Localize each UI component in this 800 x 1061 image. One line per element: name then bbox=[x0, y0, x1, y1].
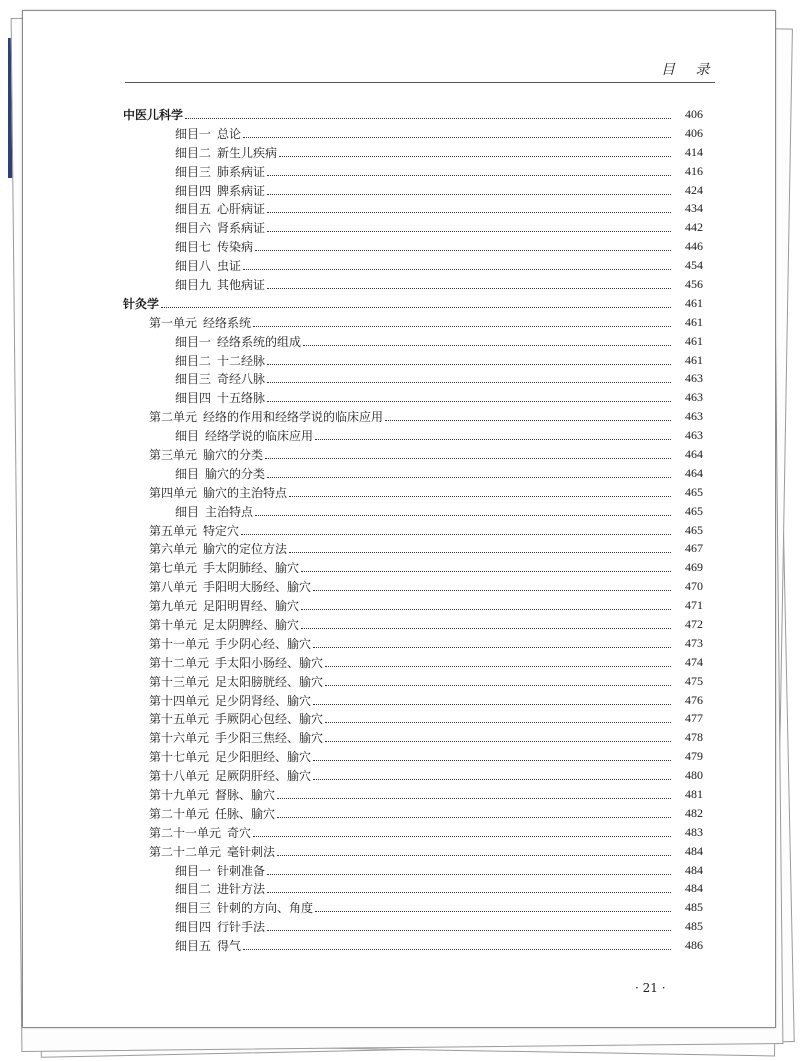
toc-entry[interactable] bbox=[123, 615, 703, 634]
toc-entry-title: 其他病证 bbox=[217, 277, 266, 292]
toc-entry-title: 腧穴的主治特点 bbox=[203, 485, 288, 500]
toc-entry-number: 细目六 bbox=[175, 221, 212, 236]
toc-entry-number: 第六单元 bbox=[149, 542, 198, 557]
toc-page-number: 479 bbox=[685, 749, 703, 764]
toc-entry-label bbox=[175, 219, 265, 236]
toc-entry[interactable] bbox=[123, 672, 703, 691]
leader-dots bbox=[267, 477, 671, 478]
toc-entry-title: 足厥阴肝经、腧穴 bbox=[215, 769, 312, 784]
running-header: 目 录 bbox=[661, 62, 718, 78]
leader-dots bbox=[313, 760, 671, 761]
toc-entry-number: 第十七单元 bbox=[149, 750, 210, 765]
toc-entry[interactable] bbox=[123, 936, 703, 955]
toc-entry-title: 得气 bbox=[217, 939, 242, 954]
toc-entry[interactable] bbox=[123, 351, 703, 370]
toc-entry-title: 肺系病证 bbox=[217, 164, 266, 179]
toc-entry[interactable] bbox=[123, 426, 703, 445]
toc-entry-number: 细目 bbox=[175, 429, 200, 444]
toc-entry-label bbox=[175, 257, 241, 274]
toc-entry-label bbox=[175, 125, 241, 142]
toc-entry-label bbox=[149, 786, 275, 803]
toc-page-number: 484 bbox=[685, 843, 703, 858]
toc-page-number: 414 bbox=[685, 144, 703, 159]
toc-entry-number: 细目五 bbox=[175, 939, 212, 954]
toc-page-number: 469 bbox=[685, 560, 703, 575]
toc-entry-title: 中医儿科学 bbox=[123, 107, 184, 122]
toc-page-number: 465 bbox=[685, 522, 703, 537]
leader-dots bbox=[277, 817, 671, 818]
toc-entry-number: 第十六单元 bbox=[149, 731, 210, 746]
toc-entry-title: 肾系病证 bbox=[217, 221, 266, 236]
leader-dots bbox=[279, 156, 671, 157]
toc-page-number: 461 bbox=[685, 352, 703, 367]
toc-page-number: 463 bbox=[685, 390, 703, 405]
toc-entry-number: 第三单元 bbox=[149, 447, 198, 462]
toc-entry[interactable] bbox=[123, 823, 703, 842]
toc-entry[interactable] bbox=[123, 710, 703, 729]
leader-dots bbox=[161, 307, 671, 308]
toc-entry-title: 奇经八脉 bbox=[217, 372, 266, 387]
toc-entry[interactable] bbox=[123, 691, 703, 710]
header-rule bbox=[125, 82, 715, 83]
toc-entry-label bbox=[175, 333, 301, 350]
leader-dots bbox=[315, 439, 671, 440]
toc-entry[interactable] bbox=[123, 294, 703, 313]
toc-page bbox=[22, 10, 776, 1028]
toc-entry[interactable] bbox=[123, 596, 703, 615]
toc-entry-title: 手太阴肺经、腧穴 bbox=[203, 561, 300, 576]
leader-dots bbox=[315, 911, 671, 912]
toc-entry-title: 特定穴 bbox=[203, 523, 240, 538]
leader-dots bbox=[255, 515, 671, 516]
toc-entry-title: 新生儿疾病 bbox=[217, 145, 278, 160]
toc-entry-number: 细目四 bbox=[175, 920, 212, 935]
toc-entry-label bbox=[149, 597, 299, 614]
toc-entry[interactable] bbox=[123, 539, 703, 558]
toc-entry-number: 第十八单元 bbox=[149, 769, 210, 784]
leader-dots bbox=[303, 345, 671, 346]
toc-entry-label bbox=[175, 389, 265, 406]
toc-entry-title: 手太阳小肠经、腧穴 bbox=[215, 655, 324, 670]
leader-dots bbox=[325, 666, 671, 667]
toc-entry-label bbox=[149, 578, 311, 595]
toc-entry[interactable] bbox=[123, 577, 703, 596]
toc-entry-number: 细目三 bbox=[175, 164, 212, 179]
toc-page-number: 485 bbox=[685, 919, 703, 934]
toc-entry-label bbox=[149, 522, 239, 539]
toc-entry[interactable] bbox=[123, 181, 703, 200]
toc-entry-label bbox=[149, 673, 323, 690]
toc-page-number: 482 bbox=[685, 805, 703, 820]
toc-page-number: 461 bbox=[685, 333, 703, 348]
toc-entry-title: 足太阳膀胱经、腧穴 bbox=[215, 674, 324, 689]
toc-entry[interactable] bbox=[123, 143, 703, 162]
toc-entry-title: 奇穴 bbox=[227, 825, 252, 840]
toc-entry-title: 经络的作用和经络学说的临床应用 bbox=[203, 410, 384, 425]
toc-page-number: 465 bbox=[685, 503, 703, 518]
toc-page-number: 484 bbox=[685, 881, 703, 896]
toc-entry-number: 第九单元 bbox=[149, 599, 198, 614]
toc-entry[interactable] bbox=[123, 218, 703, 237]
toc-entry-number: 细目三 bbox=[175, 372, 212, 387]
toc-entry[interactable] bbox=[123, 388, 703, 407]
toc-entry-number: 细目二 bbox=[175, 882, 212, 897]
toc-page-number: 463 bbox=[685, 409, 703, 424]
toc-entry-number: 第七单元 bbox=[149, 561, 198, 576]
page-number: · 21 · bbox=[635, 981, 666, 995]
toc-entry[interactable] bbox=[123, 766, 703, 785]
toc-entry-title: 督脉、腧穴 bbox=[215, 788, 276, 802]
toc-page-number: 472 bbox=[685, 616, 703, 631]
toc-page-number: 480 bbox=[685, 768, 703, 783]
toc-entry-label bbox=[149, 692, 311, 709]
toc-page-number: 456 bbox=[685, 276, 703, 291]
toc-entry-label bbox=[175, 200, 265, 217]
toc-entry-label bbox=[175, 144, 277, 161]
toc-entry[interactable] bbox=[123, 464, 703, 483]
toc-entry[interactable] bbox=[123, 728, 703, 747]
toc-entry-label bbox=[175, 503, 253, 520]
toc-entry-title: 针刺的方向、角度 bbox=[217, 901, 314, 916]
leader-dots bbox=[267, 382, 671, 383]
toc-entry[interactable] bbox=[123, 256, 703, 275]
toc-entry-title: 传染病 bbox=[217, 240, 254, 255]
toc-entry-number: 第五单元 bbox=[149, 523, 198, 538]
toc-entry-label bbox=[175, 370, 265, 387]
leader-dots bbox=[267, 212, 671, 213]
toc-entry[interactable] bbox=[123, 332, 703, 351]
toc-entry[interactable] bbox=[123, 124, 703, 143]
leader-dots bbox=[265, 458, 671, 459]
leader-dots bbox=[253, 836, 671, 837]
toc-entry-label bbox=[175, 880, 265, 897]
toc-entry-label bbox=[175, 465, 265, 482]
toc-page-number: 483 bbox=[685, 824, 703, 839]
toc-entry-number: 第十单元 bbox=[149, 617, 198, 632]
toc-entry-label bbox=[175, 276, 265, 293]
toc-entry-title: 脾系病证 bbox=[217, 183, 266, 198]
toc-page-number: 474 bbox=[685, 654, 703, 669]
toc-entry-title: 十二经脉 bbox=[217, 353, 266, 368]
leader-dots bbox=[253, 326, 671, 327]
toc-page-number: 475 bbox=[685, 673, 703, 688]
toc-entry[interactable] bbox=[123, 502, 703, 521]
toc-entry-number: 第一单元 bbox=[149, 315, 198, 330]
toc-entry-title: 手少阳三焦经、腧穴 bbox=[215, 731, 324, 746]
leader-dots bbox=[301, 628, 671, 629]
toc-entry-title: 手少阴心经、腧穴 bbox=[215, 636, 312, 651]
leader-dots bbox=[185, 118, 671, 119]
toc-entry[interactable] bbox=[123, 785, 703, 804]
toc-entry-number: 细目四 bbox=[175, 391, 212, 406]
toc-entry[interactable] bbox=[123, 199, 703, 218]
leader-dots bbox=[289, 496, 671, 497]
toc-entry-label bbox=[149, 729, 323, 746]
leader-dots bbox=[325, 685, 671, 686]
toc-entry-number: 细目二 bbox=[175, 145, 212, 160]
leader-dots bbox=[267, 930, 671, 931]
leader-dots bbox=[267, 231, 671, 232]
toc-entry-label bbox=[149, 446, 263, 463]
toc-page-number: 477 bbox=[685, 711, 703, 726]
leader-dots bbox=[277, 798, 671, 799]
toc-entry[interactable] bbox=[123, 162, 703, 181]
toc-entry[interactable] bbox=[123, 917, 703, 936]
leader-dots bbox=[385, 420, 671, 421]
leader-dots bbox=[313, 647, 671, 648]
table-of-contents bbox=[123, 105, 703, 955]
toc-entry[interactable] bbox=[123, 105, 703, 124]
toc-entry-label bbox=[149, 408, 383, 425]
toc-entry-label bbox=[149, 484, 287, 501]
toc-entry-label bbox=[175, 182, 265, 199]
toc-entry-number: 细目一 bbox=[175, 334, 212, 349]
leader-dots bbox=[289, 552, 671, 553]
toc-entry[interactable] bbox=[123, 558, 703, 577]
toc-entry[interactable] bbox=[123, 445, 703, 464]
leader-dots bbox=[243, 269, 671, 270]
toc-entry-label bbox=[149, 710, 323, 727]
leader-dots bbox=[325, 741, 671, 742]
toc-entry-title: 经络学说的临床应用 bbox=[205, 429, 314, 444]
toc-entry[interactable] bbox=[123, 521, 703, 540]
toc-page-number: 470 bbox=[685, 579, 703, 594]
leader-dots bbox=[267, 364, 671, 365]
toc-page-number: 463 bbox=[685, 371, 703, 386]
toc-entry-number: 第二单元 bbox=[149, 410, 198, 425]
toc-entry-title: 足少阳胆经、腧穴 bbox=[215, 750, 312, 765]
toc-entry-number: 第八单元 bbox=[149, 580, 198, 595]
toc-entry-title: 足少阴肾经、腧穴 bbox=[215, 693, 312, 708]
toc-entry-number: 细目一 bbox=[175, 126, 212, 141]
leader-dots bbox=[243, 137, 671, 138]
leader-dots bbox=[313, 590, 671, 591]
toc-page-number: 478 bbox=[685, 730, 703, 745]
toc-entry-number: 第二十单元 bbox=[149, 806, 210, 821]
toc-entry-title: 针灸学 bbox=[123, 296, 160, 311]
toc-entry-number: 细目 bbox=[175, 466, 200, 481]
toc-entry-number: 第十二单元 bbox=[149, 655, 210, 670]
leader-dots bbox=[267, 401, 671, 402]
toc-entry-label bbox=[149, 616, 299, 633]
toc-entry-label bbox=[175, 352, 265, 369]
toc-entry[interactable] bbox=[123, 313, 703, 332]
toc-entry-label bbox=[149, 559, 299, 576]
toc-page-number: 464 bbox=[685, 465, 703, 480]
toc-entry-number: 细目一 bbox=[175, 863, 212, 878]
toc-entry[interactable] bbox=[123, 842, 703, 861]
leader-dots bbox=[301, 571, 671, 572]
toc-entry-label bbox=[149, 540, 287, 557]
toc-entry-label bbox=[149, 635, 311, 652]
toc-entry-label bbox=[175, 163, 265, 180]
toc-entry-label bbox=[149, 748, 311, 765]
toc-entry[interactable] bbox=[123, 861, 703, 880]
toc-page-number: 476 bbox=[685, 692, 703, 707]
toc-entry-number: 第十三单元 bbox=[149, 674, 210, 689]
toc-page-number: 485 bbox=[685, 900, 703, 915]
toc-page-number: 484 bbox=[685, 862, 703, 877]
toc-page-number: 416 bbox=[685, 163, 703, 178]
toc-entry-title: 进针方法 bbox=[217, 882, 266, 897]
toc-page-number: 473 bbox=[685, 635, 703, 650]
toc-entry-title: 主治特点 bbox=[205, 504, 254, 519]
toc-page-number: 486 bbox=[685, 938, 703, 953]
leader-dots bbox=[267, 175, 671, 176]
leader-dots bbox=[267, 194, 671, 195]
toc-entry-title: 针刺准备 bbox=[217, 863, 266, 878]
toc-entry-label bbox=[175, 918, 265, 935]
toc-entry-number: 细目二 bbox=[175, 353, 212, 368]
toc-entry-title: 经络系统的组成 bbox=[217, 334, 302, 349]
toc-entry-label bbox=[175, 427, 313, 444]
toc-entry-label bbox=[123, 295, 159, 312]
toc-entry-number: 细目七 bbox=[175, 240, 212, 255]
leader-dots bbox=[241, 534, 671, 535]
toc-page-number: 454 bbox=[685, 258, 703, 273]
toc-entry-label bbox=[149, 654, 323, 671]
toc-page-number: 467 bbox=[685, 541, 703, 556]
toc-entry[interactable] bbox=[123, 804, 703, 823]
leader-dots bbox=[243, 949, 671, 950]
toc-entry-title: 足阳明胃经、腧穴 bbox=[203, 599, 300, 614]
toc-entry-title: 毫针刺法 bbox=[227, 844, 276, 859]
toc-page-number: 465 bbox=[685, 484, 703, 499]
toc-entry-title: 心肝病证 bbox=[217, 202, 266, 217]
toc-entry-number: 细目八 bbox=[175, 259, 212, 274]
toc-entry-title: 总论 bbox=[217, 126, 242, 141]
toc-entry-label bbox=[149, 843, 275, 860]
toc-entry-label bbox=[149, 805, 275, 822]
leader-dots bbox=[255, 250, 671, 251]
toc-entry-label bbox=[123, 106, 183, 123]
toc-entry-number: 第二十二单元 bbox=[149, 844, 222, 859]
toc-page-number: 434 bbox=[685, 201, 703, 216]
toc-entry-number: 第十四单元 bbox=[149, 693, 210, 708]
toc-entry-title: 手阳明大肠经、腧穴 bbox=[203, 580, 312, 595]
toc-entry[interactable] bbox=[123, 898, 703, 917]
leader-dots bbox=[301, 609, 671, 610]
toc-entry-number: 第十五单元 bbox=[149, 712, 210, 727]
toc-entry-title: 十五络脉 bbox=[217, 391, 266, 406]
toc-entry[interactable] bbox=[123, 653, 703, 672]
toc-entry-title: 腧穴的分类 bbox=[203, 447, 264, 462]
toc-entry[interactable] bbox=[123, 747, 703, 766]
toc-entry[interactable] bbox=[123, 483, 703, 502]
toc-page-number: 463 bbox=[685, 428, 703, 443]
leader-dots bbox=[267, 874, 671, 875]
toc-entry-number: 第十九单元 bbox=[149, 788, 210, 802]
toc-entry[interactable] bbox=[123, 237, 703, 256]
leader-dots bbox=[267, 892, 671, 893]
toc-page-number: 406 bbox=[685, 125, 703, 140]
toc-entry[interactable] bbox=[123, 369, 703, 388]
leader-dots bbox=[325, 722, 671, 723]
toc-entry[interactable] bbox=[123, 880, 703, 899]
leader-dots bbox=[277, 855, 671, 856]
toc-entry-title: 腧穴的分类 bbox=[205, 466, 266, 481]
toc-entry[interactable] bbox=[123, 407, 703, 426]
toc-page-number: 464 bbox=[685, 446, 703, 461]
toc-entry[interactable] bbox=[123, 634, 703, 653]
toc-page-number: 446 bbox=[685, 239, 703, 254]
toc-entry-label bbox=[175, 862, 265, 879]
toc-entry-label bbox=[149, 824, 251, 841]
toc-entry-label bbox=[175, 238, 253, 255]
toc-entry[interactable] bbox=[123, 275, 703, 294]
leader-dots bbox=[313, 779, 671, 780]
toc-entry-label bbox=[149, 767, 311, 784]
toc-entry-number: 第四单元 bbox=[149, 485, 198, 500]
toc-page-number: 461 bbox=[685, 295, 703, 310]
toc-entry-label bbox=[149, 314, 251, 331]
toc-entry-number: 细目 bbox=[175, 504, 200, 519]
toc-entry-title: 行针手法 bbox=[217, 920, 266, 935]
toc-page-number: 481 bbox=[685, 787, 703, 801]
leader-dots bbox=[313, 704, 671, 705]
toc-entry-title: 任脉、腧穴 bbox=[215, 806, 276, 821]
toc-entry-label bbox=[175, 937, 241, 954]
toc-entry-number: 细目三 bbox=[175, 901, 212, 916]
leader-dots bbox=[267, 288, 671, 289]
toc-entry-number: 细目五 bbox=[175, 202, 212, 217]
toc-entry-title: 足太阴脾经、腧穴 bbox=[203, 617, 300, 632]
toc-page-number: 424 bbox=[685, 182, 703, 197]
toc-entry-number: 第十一单元 bbox=[149, 636, 210, 651]
toc-page-number: 471 bbox=[685, 598, 703, 613]
toc-entry-title: 虫证 bbox=[217, 259, 242, 274]
toc-entry-label bbox=[175, 899, 313, 916]
toc-page-number: 406 bbox=[685, 106, 703, 121]
toc-page-number: 461 bbox=[685, 314, 703, 329]
toc-entry-title: 腧穴的定位方法 bbox=[203, 542, 288, 557]
toc-entry-title: 手厥阴心包经、腧穴 bbox=[215, 712, 324, 727]
toc-entry-number: 第二十一单元 bbox=[149, 825, 222, 840]
toc-entry-title: 经络系统 bbox=[203, 315, 252, 330]
toc-entry-number: 细目九 bbox=[175, 277, 212, 292]
toc-entry-number: 细目四 bbox=[175, 183, 212, 198]
toc-page-number: 442 bbox=[685, 220, 703, 235]
